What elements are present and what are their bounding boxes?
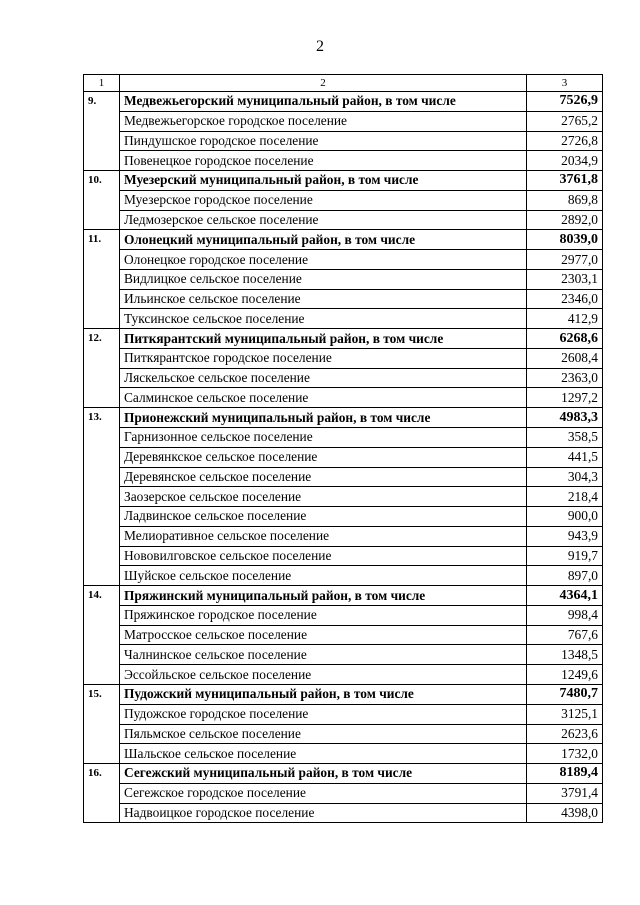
settlement-row	[84, 546, 603, 566]
settlement-name: Нововилговское сельское поселение	[120, 546, 527, 566]
row-number: 16.	[84, 764, 120, 823]
settlement-value: 2363,0	[527, 368, 603, 388]
settlement-value: 869,8	[527, 190, 603, 210]
settlement-name: Салминское сельское поселение	[120, 388, 527, 408]
district-name: Сегежский муниципальный район, в том числе	[120, 764, 527, 784]
settlement-name: Деревянкское сельское поселение	[120, 447, 527, 467]
settlement-name: Чалнинское сельское поселение	[120, 645, 527, 665]
row-number: 14.	[84, 586, 120, 685]
settlement-value: 2977,0	[527, 250, 603, 270]
district-row	[84, 329, 603, 349]
settlement-row	[84, 566, 603, 586]
settlement-name: Питкярантское городское поселение	[120, 348, 527, 368]
settlement-row	[84, 289, 603, 309]
settlement-row	[84, 250, 603, 270]
settlement-value: 218,4	[527, 487, 603, 507]
settlement-value: 2034,9	[527, 151, 603, 171]
settlement-value: 2346,0	[527, 289, 603, 309]
settlement-name: Деревянское сельское поселение	[120, 467, 527, 487]
page-number: 2	[316, 38, 324, 55]
district-total: 8189,4	[527, 764, 603, 784]
row-number: 12.	[84, 329, 120, 408]
settlement-row	[84, 111, 603, 131]
settlement-value: 1297,2	[527, 388, 603, 408]
settlement-row	[84, 724, 603, 744]
settlement-value: 1732,0	[527, 744, 603, 764]
settlement-name: Медвежьегорское городское поселение	[120, 111, 527, 131]
settlement-row	[84, 190, 603, 210]
settlement-value: 2623,6	[527, 724, 603, 744]
district-row	[84, 171, 603, 191]
district-name: Прионежский муниципальный район, в том числе	[120, 408, 527, 428]
row-number: 9.	[84, 92, 120, 171]
district-name: Медвежьегорский муниципальный район, в том числе	[120, 92, 527, 112]
settlement-name: Шуйское сельское поселение	[120, 566, 527, 586]
settlement-name: Олонецкое городское поселение	[120, 250, 527, 270]
settlement-row	[84, 487, 603, 507]
district-row	[84, 586, 603, 606]
settlement-value: 3125,1	[527, 704, 603, 724]
settlement-value: 2608,4	[527, 348, 603, 368]
settlement-value: 412,9	[527, 309, 603, 329]
settlement-name: Пиндушское городское поселение	[120, 131, 527, 151]
district-row	[84, 230, 603, 250]
row-number: 11.	[84, 230, 120, 329]
settlement-row	[84, 210, 603, 230]
settlement-row	[84, 645, 603, 665]
settlement-value: 2726,8	[527, 131, 603, 151]
settlement-value: 441,5	[527, 447, 603, 467]
settlement-row	[84, 428, 603, 448]
settlement-row	[84, 368, 603, 388]
settlement-row	[84, 526, 603, 546]
district-row	[84, 408, 603, 428]
settlement-value: 897,0	[527, 566, 603, 586]
settlement-row	[84, 447, 603, 467]
settlement-value: 1348,5	[527, 645, 603, 665]
settlement-name: Муезерское городское поселение	[120, 190, 527, 210]
district-row	[84, 764, 603, 784]
district-total: 7480,7	[527, 684, 603, 704]
settlement-row	[84, 625, 603, 645]
settlement-row	[84, 605, 603, 625]
settlement-row	[84, 388, 603, 408]
table-body	[84, 75, 603, 823]
table-header-row	[84, 75, 603, 92]
settlement-value: 358,5	[527, 428, 603, 448]
settlement-value: 3791,4	[527, 783, 603, 803]
settlement-row	[84, 704, 603, 724]
settlement-row	[84, 151, 603, 171]
settlement-name: Заозерское сельское поселение	[120, 487, 527, 507]
settlement-name: Надвоицкое городское поселение	[120, 803, 527, 823]
settlement-value: 2892,0	[527, 210, 603, 230]
settlement-row	[84, 783, 603, 803]
settlement-value: 1249,6	[527, 665, 603, 685]
column-header-3: 3	[527, 75, 603, 92]
settlement-name: Ледмозерское сельское поселение	[120, 210, 527, 230]
settlement-name: Мелиоративное сельское поселение	[120, 526, 527, 546]
settlement-name: Эссойльское сельское поселение	[120, 665, 527, 685]
settlement-value: 998,4	[527, 605, 603, 625]
district-total: 6268,6	[527, 329, 603, 349]
column-header-2: 2	[120, 75, 527, 92]
settlement-row	[84, 467, 603, 487]
settlement-value: 2303,1	[527, 269, 603, 289]
row-number: 13.	[84, 408, 120, 586]
settlement-name: Пудожское городское поселение	[120, 704, 527, 724]
settlement-row	[84, 348, 603, 368]
settlement-name: Ляскельское сельское поселение	[120, 368, 527, 388]
settlement-value: 919,7	[527, 546, 603, 566]
district-name: Муезерский муниципальный район, в том числе	[120, 171, 527, 191]
settlement-value: 2765,2	[527, 111, 603, 131]
settlement-name: Гарнизонное сельское поселение	[120, 428, 527, 448]
settlement-row	[84, 803, 603, 823]
district-total: 3761,8	[527, 171, 603, 191]
settlement-row	[84, 665, 603, 685]
settlement-value: 943,9	[527, 526, 603, 546]
district-total: 4364,1	[527, 586, 603, 606]
district-name: Олонецкий муниципальный район, в том числе	[120, 230, 527, 250]
settlement-name: Сегежское городское поселение	[120, 783, 527, 803]
settlement-value: 900,0	[527, 507, 603, 527]
settlement-value: 4398,0	[527, 803, 603, 823]
settlement-name: Туксинское сельское поселение	[120, 309, 527, 329]
settlement-name: Матросское сельское поселение	[120, 625, 527, 645]
settlement-row	[84, 131, 603, 151]
settlement-name: Шальское сельское поселение	[120, 744, 527, 764]
row-number: 10.	[84, 171, 120, 230]
settlement-value: 767,6	[527, 625, 603, 645]
settlement-row	[84, 507, 603, 527]
district-total: 8039,0	[527, 230, 603, 250]
district-row	[84, 92, 603, 112]
district-total: 4983,3	[527, 408, 603, 428]
settlement-value: 304,3	[527, 467, 603, 487]
district-name: Пряжинский муниципальный район, в том числе	[120, 586, 527, 606]
settlement-name: Ладвинское сельское поселение	[120, 507, 527, 527]
budget-table	[83, 74, 603, 823]
column-header-1: 1	[84, 75, 120, 92]
settlement-name: Видлицкое сельское поселение	[120, 269, 527, 289]
settlement-row	[84, 744, 603, 764]
row-number: 15.	[84, 684, 120, 763]
settlement-name: Ильинское сельское поселение	[120, 289, 527, 309]
settlement-name: Пряжинское городское поселение	[120, 605, 527, 625]
settlement-name: Повенецкое городское поселение	[120, 151, 527, 171]
district-row	[84, 684, 603, 704]
settlement-name: Пяльмское сельское поселение	[120, 724, 527, 744]
district-name: Пудожский муниципальный район, в том числе	[120, 684, 527, 704]
settlement-row	[84, 309, 603, 329]
district-total: 7526,9	[527, 92, 603, 112]
settlement-row	[84, 269, 603, 289]
district-name: Питкярантский муниципальный район, в том числе	[120, 329, 527, 349]
